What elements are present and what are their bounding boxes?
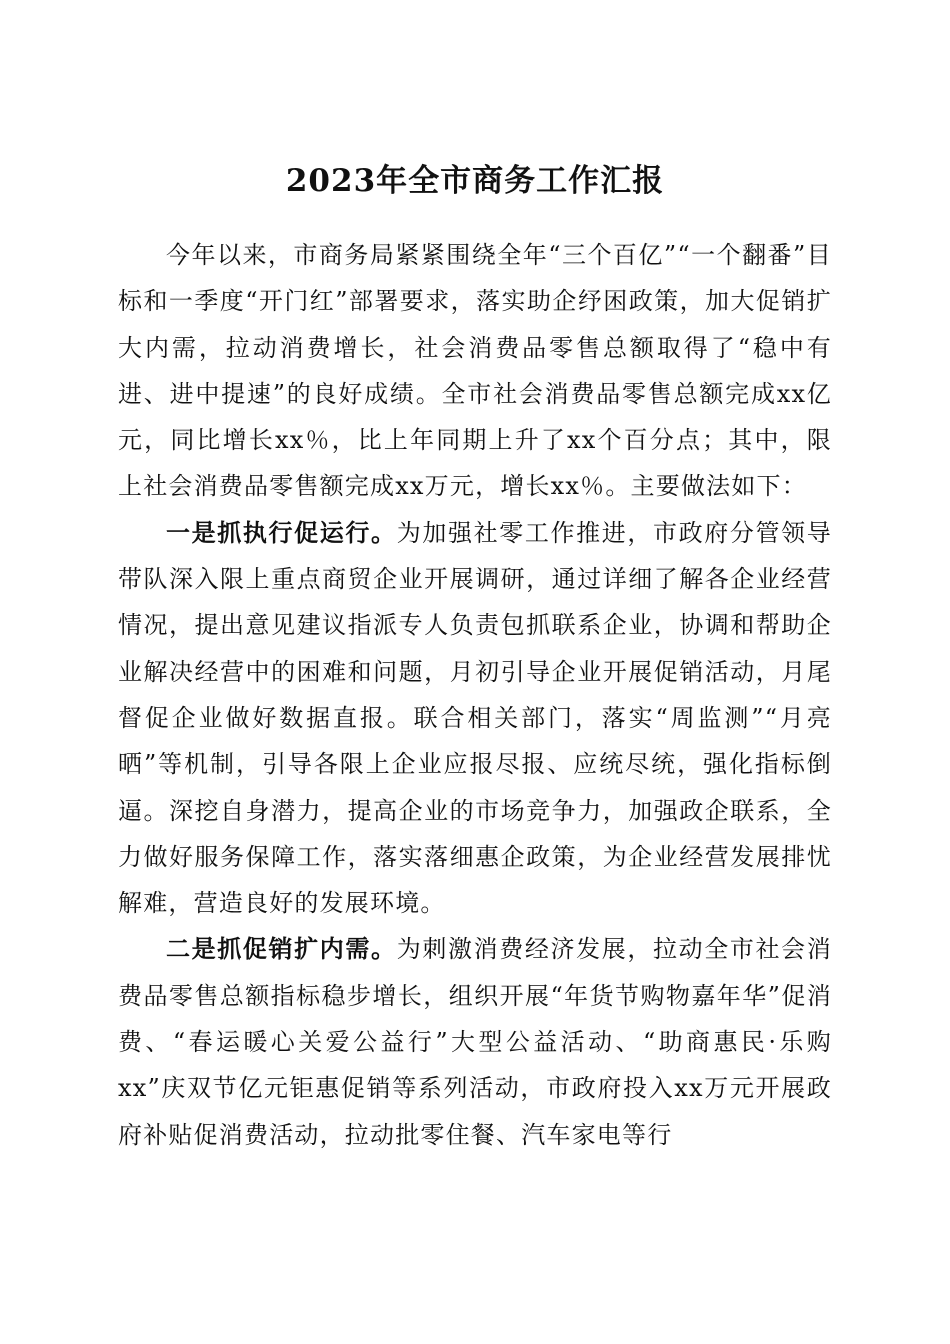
- section-lead-2: 二是抓促销扩内需。: [166, 934, 397, 964]
- section-paragraph-1: [118, 510, 832, 927]
- section-text-2: 为刺激消费经济发展，拉动全市社会消费品零售总额指标稳步增长，组织开展“年货节购物嘉年华”促消费、“春运暖心关爱公益行”大型公益活动、“助商惠民·乐购xx”庆双节亿元钜惠促销等系列活动，市政府投入xx万元开展政府补贴促消费活动，拉动批零住餐、汽车家电等行: [118, 935, 832, 1149]
- intro-paragraph: 今年以来，市商务局紧紧围绕全年“三个百亿”“一个翻番”目标和一季度“开门红”部署要求，落实助企纾困政策，加大促销扩大内需，拉动消费增长，社会消费品零售总额取得了“稳中有进、进中提速”的良好成绩。全市社会消费品零售总额完成xx亿元，同比增长xx％，比上年同期上升了xx个百分点；其中，限上社会消费品零售额完成xx万元，增长xx％。主要做法如下：: [118, 241, 832, 501]
- document-title: 2023年全市商务工作汇报: [285, 162, 665, 199]
- section-paragraph-2: [118, 926, 832, 1157]
- document-body: [118, 232, 832, 1158]
- section-text-1: 为加强社零工作推进，市政府分管领导带队深入限上重点商贸企业开展调研，通过详细了解各企业经营情况，提出意见建议指派专人负责包抓联系企业，协调和帮助企业解决经营中的困难和问题，月初引导企业开展促销活动，月尾督促企业做好数据直报。联合相关部门，落实“周监测”“月亮晒”等机制，引导各限上企业应报尽报、应统尽统，强化指标倒逼。深挖自身潜力，提高企业的市场竞争力，加强政企联系，全力做好服务保障工作，落实落细惠企政策，为企业经营发展排忧解难，营造良好的发展环境。: [118, 518, 832, 918]
- section-lead-1: 一是抓执行促运行。: [166, 517, 397, 547]
